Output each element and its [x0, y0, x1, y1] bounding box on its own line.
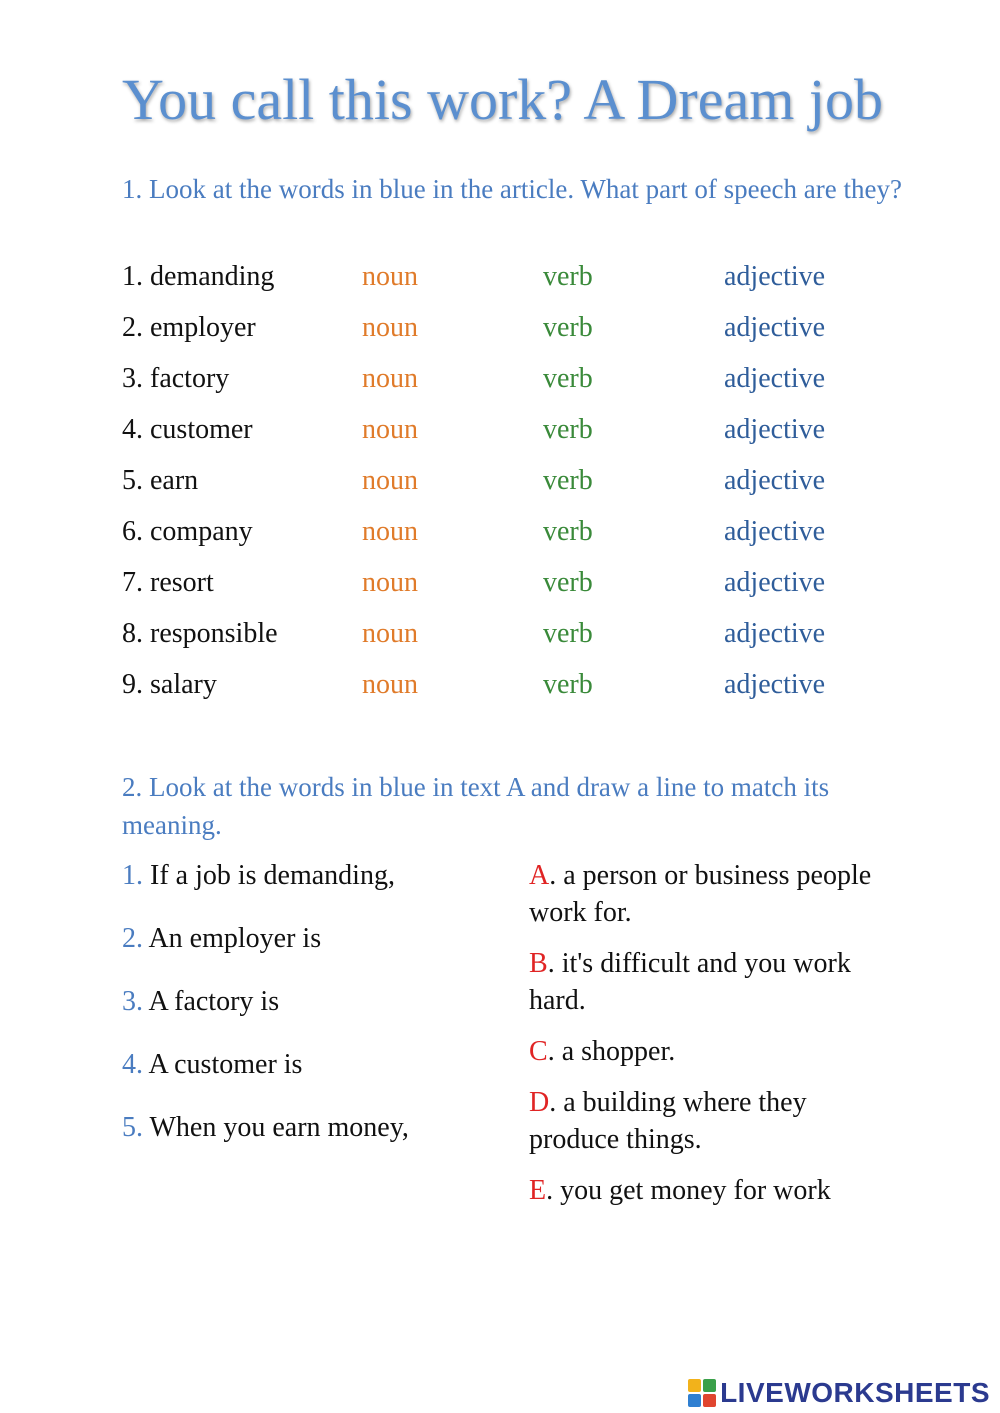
match-definition[interactable]	[529, 1033, 899, 1070]
option-adjective[interactable]: adjective	[724, 414, 826, 445]
vocab-word: 4. customer	[122, 414, 253, 445]
page-title: You call this work? A Dream job	[122, 67, 883, 132]
option-verb[interactable]: verb	[543, 312, 593, 343]
option-adjective[interactable]: adjective	[724, 465, 826, 496]
vocab-word: 1. demanding	[122, 261, 275, 292]
option-adjective[interactable]: adjective	[724, 618, 826, 649]
option-noun[interactable]: noun	[362, 261, 418, 292]
table-row	[122, 513, 922, 564]
vocab-word: 8. responsible	[122, 618, 278, 649]
definition-text: . a person or business people work for.	[529, 860, 872, 928]
option-verb[interactable]: verb	[543, 465, 593, 496]
match-definition[interactable]	[529, 945, 899, 1019]
option-noun[interactable]: noun	[362, 312, 418, 343]
liveworksheets-grid-icon	[688, 1379, 716, 1407]
vocab-word: 3. factory	[122, 363, 230, 394]
table-row	[122, 309, 922, 360]
option-noun[interactable]: noun	[362, 465, 418, 496]
prompt-text: A factory is	[143, 986, 280, 1017]
table-row	[122, 615, 922, 666]
definition-letter: C	[529, 1036, 548, 1067]
option-adjective[interactable]: adjective	[724, 261, 826, 292]
option-noun[interactable]: noun	[362, 567, 418, 598]
prompt-text: A customer is	[143, 1049, 303, 1080]
option-noun[interactable]: noun	[362, 363, 418, 394]
table-row	[122, 411, 922, 462]
exercise1-instruction: 1. Look at the words in blue in the article. What part of speech are they?	[122, 174, 902, 204]
option-verb[interactable]: verb	[543, 618, 593, 649]
option-verb[interactable]: verb	[543, 516, 593, 547]
option-verb[interactable]: verb	[543, 363, 593, 394]
definition-letter: D	[529, 1087, 550, 1118]
match-definition[interactable]	[529, 1172, 899, 1209]
match-prompt[interactable]	[122, 1046, 502, 1109]
definition-letter: A	[529, 860, 550, 891]
option-adjective[interactable]: adjective	[724, 567, 826, 598]
option-adjective[interactable]: adjective	[724, 516, 826, 547]
liveworksheets-logo	[688, 1375, 990, 1411]
definition-text: . you get money for work	[546, 1175, 831, 1206]
option-noun[interactable]: noun	[362, 669, 418, 700]
prompt-number: 3.	[122, 986, 143, 1017]
vocab-word: 6. company	[122, 516, 253, 547]
definition-letter: B	[529, 948, 548, 979]
exercise2-instruction: 2. Look at the words in blue in text A and draw a line to match its meaning.	[122, 772, 830, 840]
table-row	[122, 258, 922, 309]
prompt-text: An employer is	[143, 923, 322, 954]
table-row	[122, 462, 922, 513]
definition-text: . a building where they produce things.	[529, 1087, 807, 1155]
prompt-text: If a job is demanding,	[143, 860, 395, 891]
option-adjective[interactable]: adjective	[724, 669, 826, 700]
match-prompt[interactable]	[122, 920, 502, 983]
vocab-word: 7. resort	[122, 567, 214, 598]
prompt-number: 2.	[122, 923, 143, 954]
vocab-word: 9. salary	[122, 669, 217, 700]
table-row	[122, 666, 922, 717]
definition-text: . it's difficult and you work hard.	[529, 948, 851, 1016]
match-prompt[interactable]	[122, 983, 502, 1046]
match-left-column	[122, 857, 502, 1172]
match-definition[interactable]	[529, 1084, 899, 1158]
prompt-number: 5.	[122, 1112, 143, 1143]
option-verb[interactable]: verb	[543, 567, 593, 598]
table-row	[122, 360, 922, 411]
vocab-word: 2. employer	[122, 312, 256, 343]
option-noun[interactable]: noun	[362, 516, 418, 547]
prompt-number: 1.	[122, 860, 143, 891]
vocab-word: 5. earn	[122, 465, 199, 496]
option-noun[interactable]: noun	[362, 414, 418, 445]
option-verb[interactable]: verb	[543, 261, 593, 292]
option-noun[interactable]: noun	[362, 618, 418, 649]
option-adjective[interactable]: adjective	[724, 363, 826, 394]
match-right-column	[529, 857, 899, 1223]
definition-letter: E	[529, 1175, 547, 1206]
option-adjective[interactable]: adjective	[724, 312, 826, 343]
option-verb[interactable]: verb	[543, 414, 593, 445]
match-prompt[interactable]	[122, 1109, 502, 1172]
option-verb[interactable]: verb	[543, 669, 593, 700]
logo-text: LIVEWORKSHEETS	[720, 1377, 990, 1408]
match-prompt[interactable]	[122, 857, 502, 920]
part-of-speech-table	[122, 258, 922, 717]
definition-text: . a shopper.	[547, 1036, 676, 1067]
match-definition[interactable]	[529, 857, 899, 931]
prompt-text: When you earn money,	[143, 1112, 409, 1143]
prompt-number: 4.	[122, 1049, 143, 1080]
table-row	[122, 564, 922, 615]
